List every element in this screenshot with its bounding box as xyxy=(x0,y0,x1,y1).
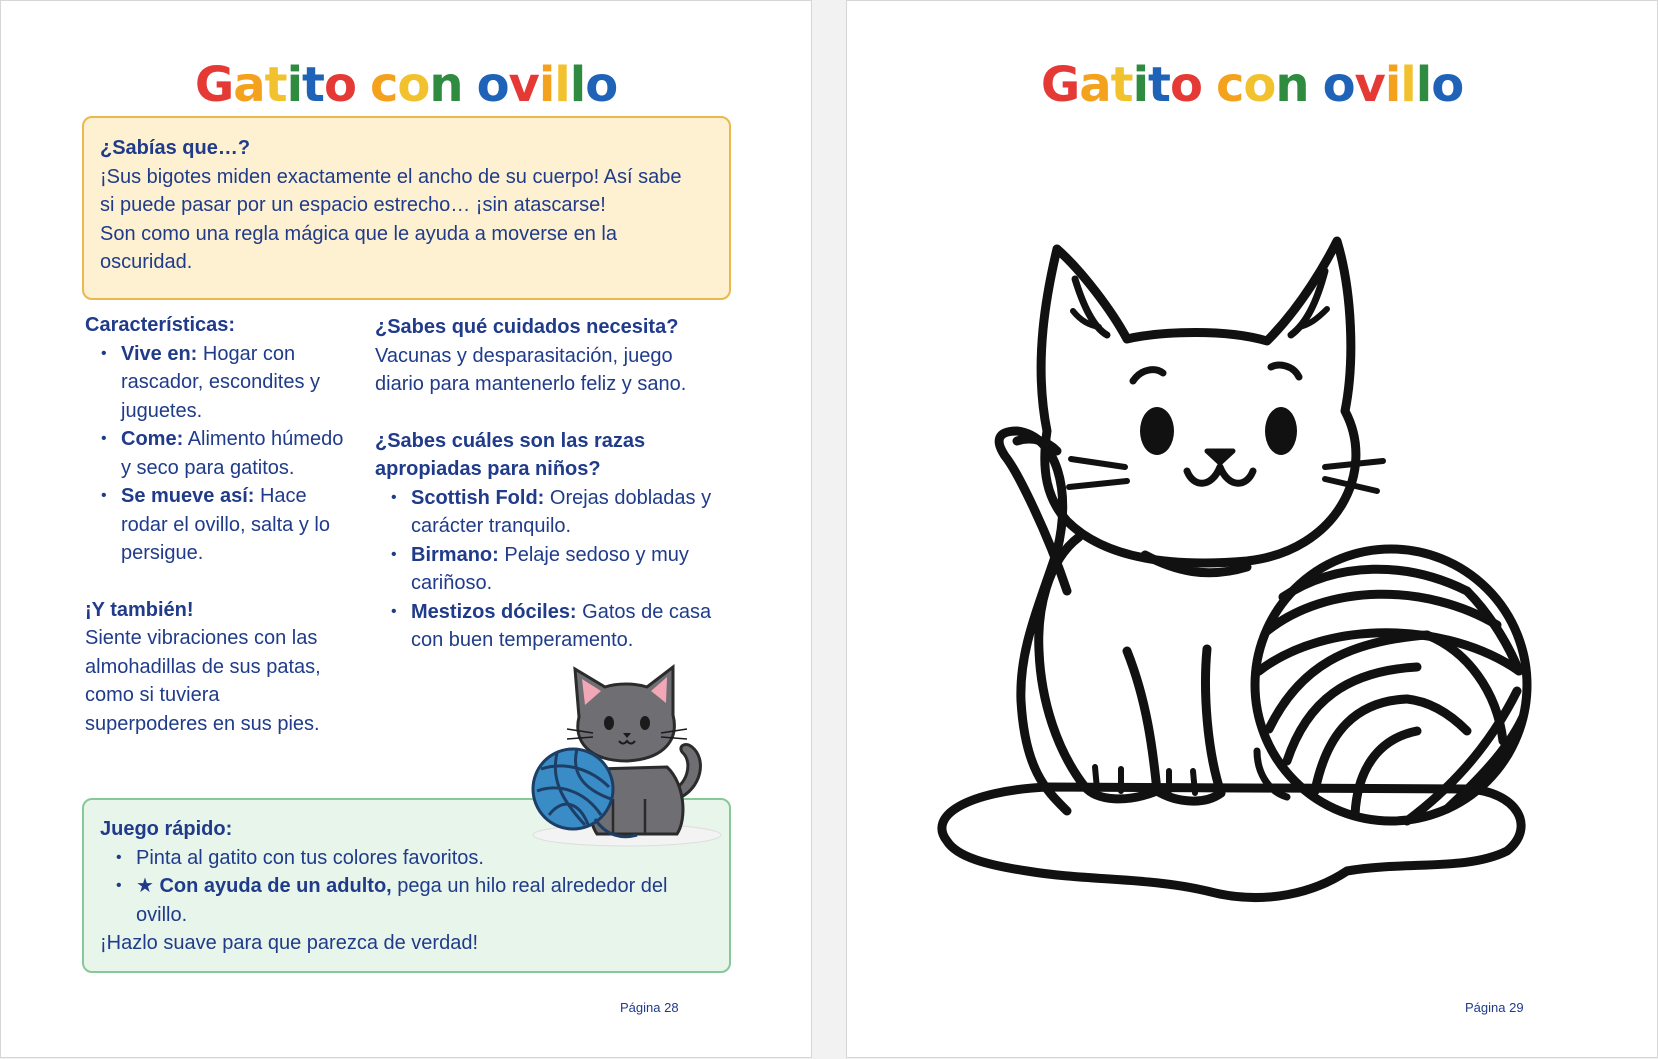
page-title xyxy=(847,53,1657,117)
fun-fact-line: ¡Sus bigotes miden exactamente el ancho de su cuerpo! Así sabe xyxy=(100,165,682,188)
title-letter: c xyxy=(1215,57,1244,113)
title-letter: t xyxy=(1110,57,1133,113)
quick-game-list xyxy=(100,844,713,930)
fun-fact-line: Son como una regla mágica que le ayuda a moverse en la xyxy=(100,222,617,245)
item-label: Se mueve así: xyxy=(121,485,255,507)
fun-fact-heading: ¿Sabías que…? xyxy=(100,137,251,159)
title-letter: t xyxy=(264,57,287,113)
page-title xyxy=(1,53,811,117)
item-text: pega un hilo real alrededor del ovillo. xyxy=(136,875,668,926)
title-letter: o xyxy=(1169,57,1202,113)
care-line: Vacunas y desparasitación, juego xyxy=(375,344,673,367)
title-letter: v xyxy=(1354,57,1385,113)
item-label: Scottish Fold: xyxy=(411,486,545,509)
title-letter: t xyxy=(302,57,324,113)
item-text: Pelaje sedoso y muy cariñoso. xyxy=(411,543,689,594)
title-letter: o xyxy=(323,57,356,113)
item-text: Hogar con rascador, escondites y juguetes. xyxy=(121,342,320,422)
title-letter xyxy=(1202,53,1216,117)
breeds-heading: ¿Sabes cuáles son las razas xyxy=(375,429,646,452)
title-letter: i xyxy=(538,57,555,113)
title-letter xyxy=(1309,53,1323,117)
list-item xyxy=(121,425,355,482)
title-letter: t xyxy=(1148,57,1170,113)
breeds-list xyxy=(375,484,745,655)
title-letter: l xyxy=(1415,57,1432,113)
title-letter: G xyxy=(1040,57,1080,113)
title-letter: l xyxy=(554,57,570,113)
title-letter: l xyxy=(1400,57,1416,113)
left-page xyxy=(0,0,812,1058)
item-label: ★ Con ayuda de un adulto, xyxy=(136,875,392,897)
title-letter: l xyxy=(569,57,586,113)
list-item xyxy=(411,598,745,655)
also-line: como si tuviera xyxy=(85,684,220,706)
title-letter: v xyxy=(508,57,539,113)
gray-cat-with-yarn-illustration xyxy=(527,649,727,854)
coloring-cat-with-yarn-outline xyxy=(907,231,1587,951)
care-column xyxy=(375,313,745,655)
item-text: Alimento húmedo y seco para gatitos. xyxy=(121,428,344,479)
quick-game-heading: Juego rápido: xyxy=(100,818,233,840)
item-text: Pinta al gatito con tus colores favoritos. xyxy=(136,846,484,869)
title-letter: i xyxy=(1384,57,1401,113)
title-letter: o xyxy=(1243,57,1276,113)
title-letter: G xyxy=(194,57,234,113)
list-item xyxy=(411,541,745,598)
title-letter: n xyxy=(1275,57,1309,113)
quick-game-closing: ¡Hazlo suave para que parezca de verdad! xyxy=(100,932,479,954)
also-heading: ¡Y también! xyxy=(85,598,194,621)
title-letter: o xyxy=(397,57,430,113)
care-heading: ¿Sabes qué cuidados necesita? xyxy=(375,316,679,338)
breeds-heading: apropiadas para niños? xyxy=(375,458,601,480)
title-letter: o xyxy=(1431,57,1464,113)
fun-fact-box xyxy=(82,116,731,300)
fun-fact-line: si puede pasar por un espacio estrecho… ¡sin atascarse! xyxy=(100,194,606,216)
title-letter: a xyxy=(1079,57,1111,113)
right-page xyxy=(846,0,1658,1058)
title-letter: a xyxy=(233,57,265,113)
item-text: Gatos de casa con buen temperamento. xyxy=(411,600,712,651)
characteristics-heading: Características: xyxy=(85,314,236,336)
also-line: Siente vibraciones con las xyxy=(85,627,318,649)
page-number: Página 29 xyxy=(1465,1000,1524,1015)
characteristics-column xyxy=(85,311,355,738)
characteristics-list xyxy=(85,340,355,568)
list-item xyxy=(411,484,745,541)
care-line: diario para mantenerlo feliz y sano. xyxy=(375,373,687,395)
title-letter: c xyxy=(369,57,398,113)
fun-fact-line: oscuridad. xyxy=(100,251,193,273)
item-label: Come: xyxy=(121,428,184,450)
also-line: almohadillas de sus patas, xyxy=(85,655,321,678)
list-item xyxy=(121,482,355,568)
list-item xyxy=(121,340,355,426)
item-label: Mestizos dóciles: xyxy=(411,600,577,623)
title-letter: n xyxy=(429,57,463,113)
title-letter: i xyxy=(286,57,303,113)
title-letter: o xyxy=(476,57,509,113)
item-label: Vive en: xyxy=(121,342,198,365)
item-label: Birmano: xyxy=(411,543,499,566)
title-letter xyxy=(463,53,477,117)
title-letter: o xyxy=(1322,57,1355,113)
page-number: Página 28 xyxy=(620,1000,679,1015)
item-text: Orejas dobladas y carácter tranquilo. xyxy=(411,486,712,537)
title-letter: i xyxy=(1132,57,1149,113)
item-text: Hace rodar el ovillo, salta y lo persigue. xyxy=(121,485,330,564)
title-letter: o xyxy=(585,57,618,113)
also-line: superpoderes en sus pies. xyxy=(85,712,320,735)
title-letter xyxy=(356,53,370,117)
list-item xyxy=(136,872,713,929)
